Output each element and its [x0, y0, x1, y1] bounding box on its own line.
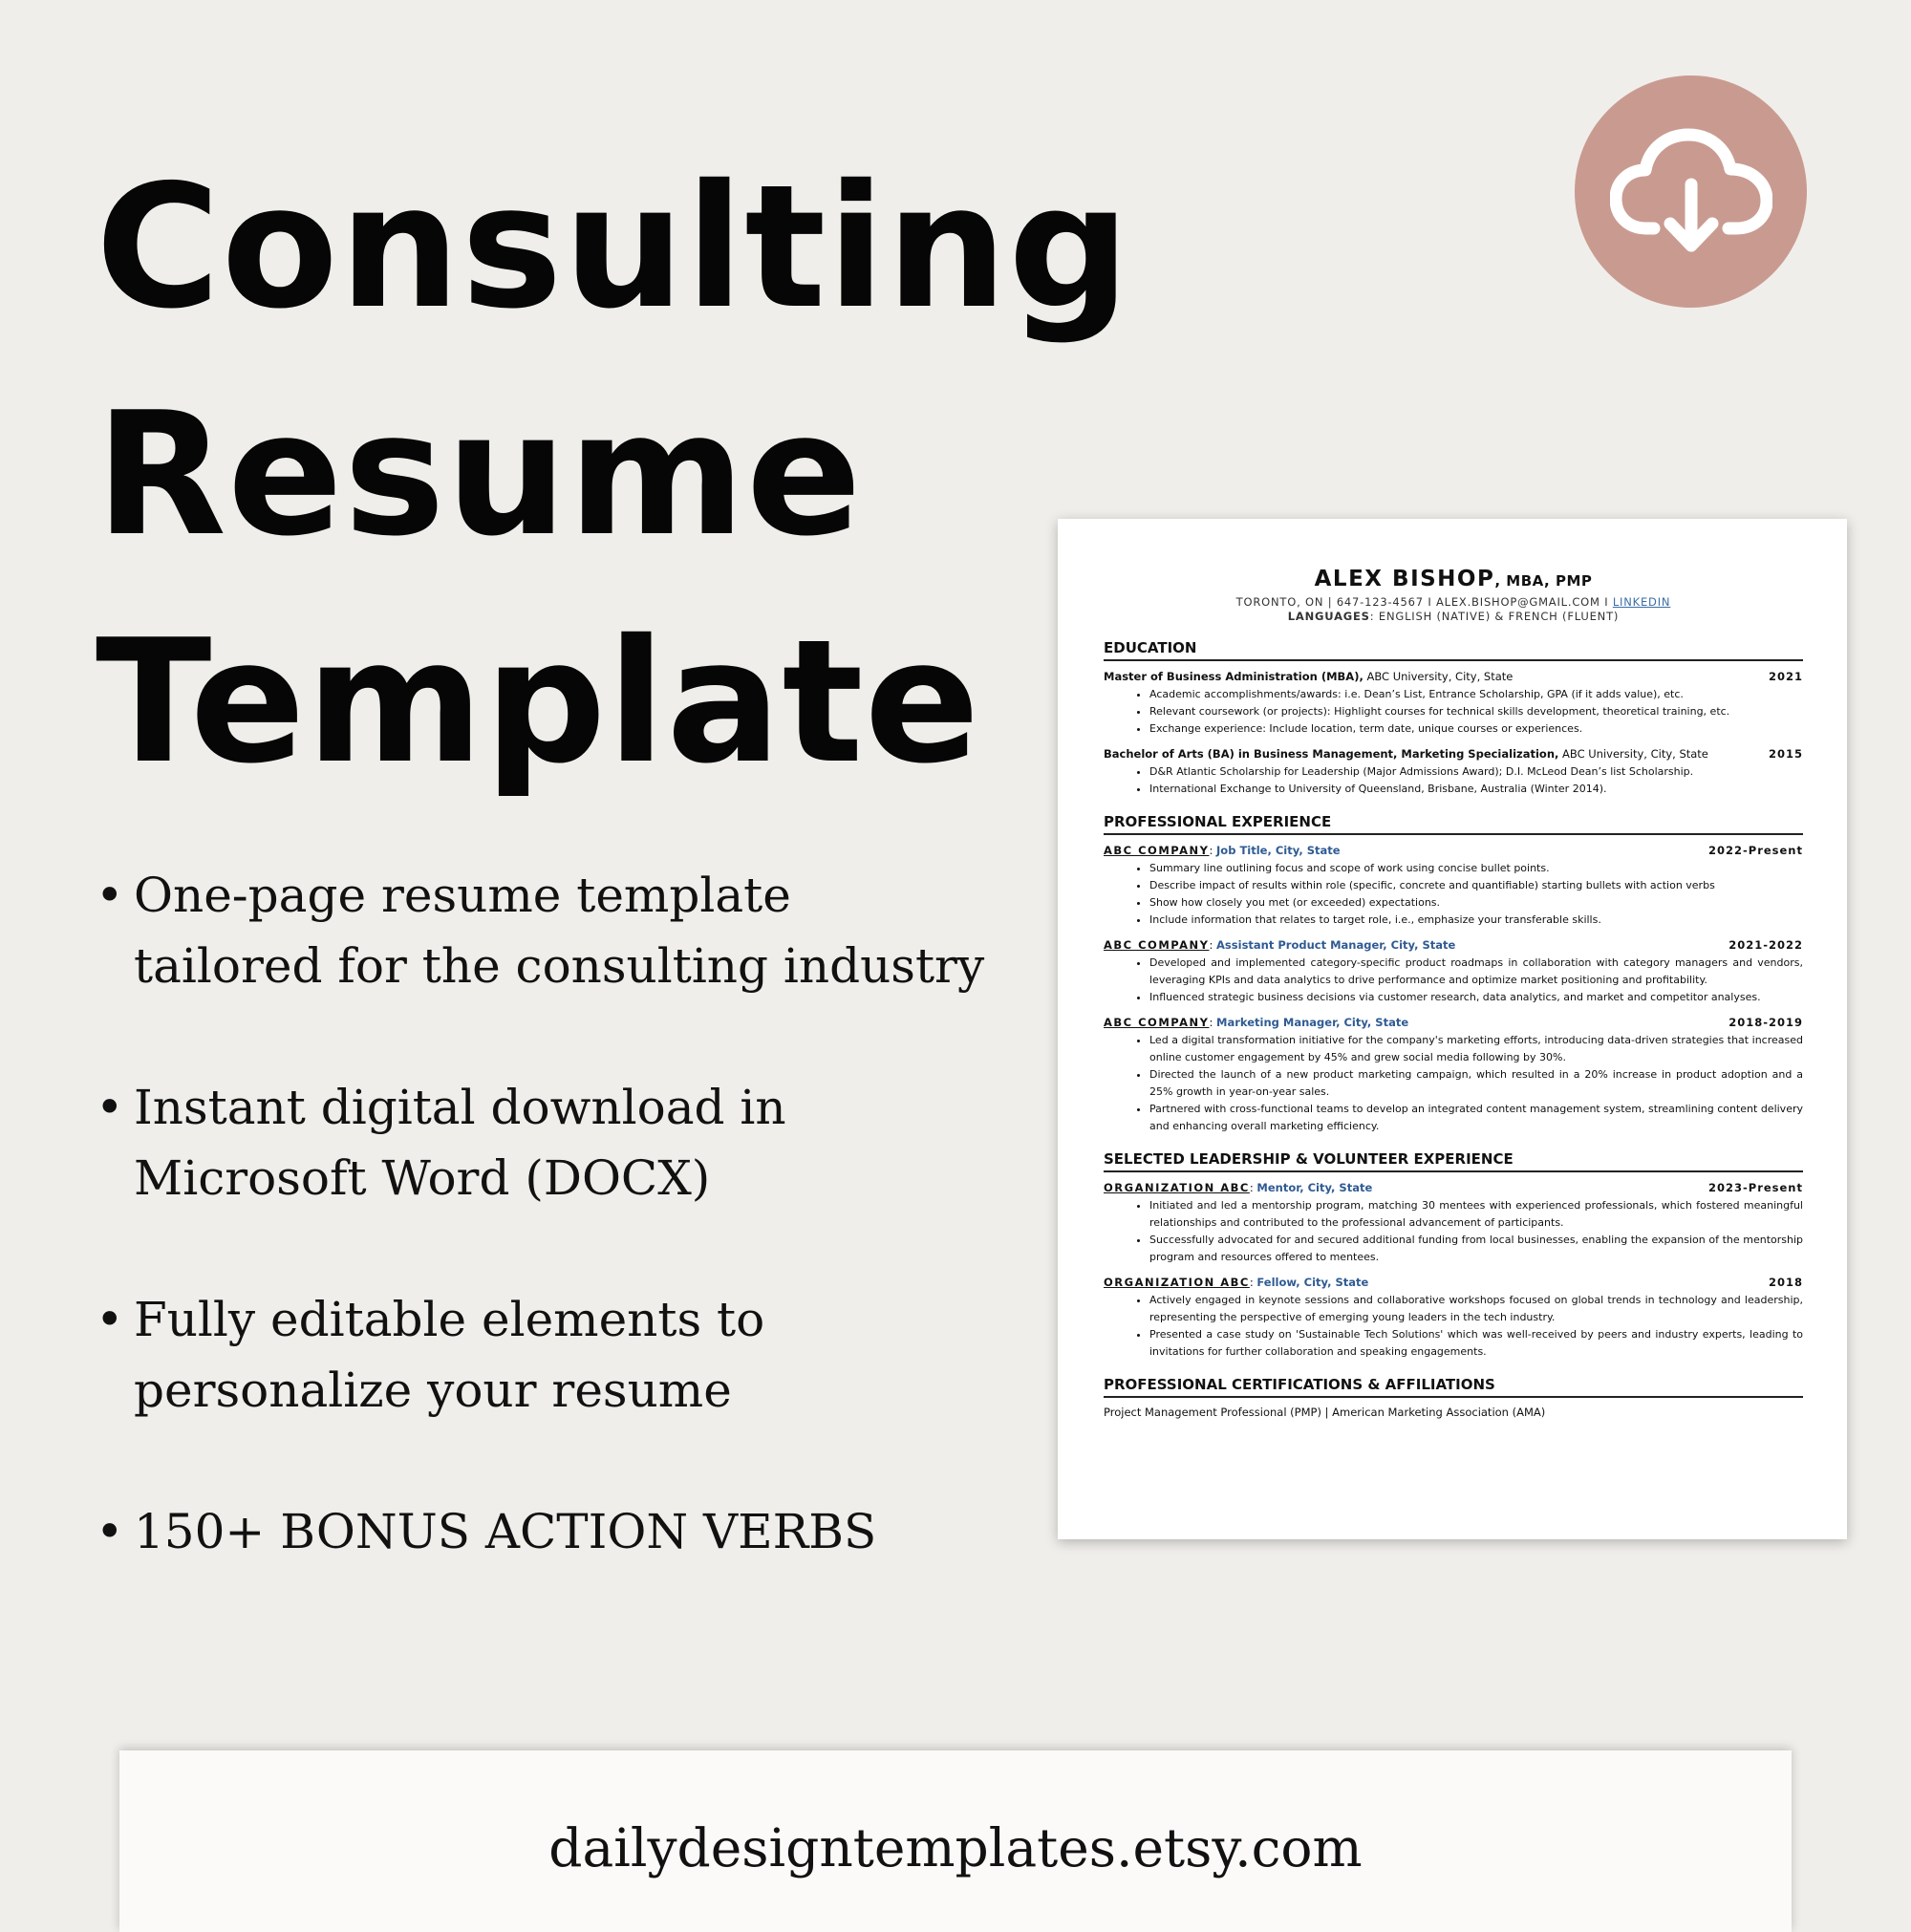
resume-contact-text: TORONTO, ON | 647-123-4567 I ALEX.BISHOP@GMAIL.COM I	[1235, 595, 1613, 609]
bullet: • Exchange experience: Include location, term date, unique courses or experiences.	[1149, 720, 1803, 738]
bullet: • Academic accomplishments/awards: i.e. Dean’s List, Entrance Scholarship, GPA (if it adds value), etc.	[1149, 686, 1803, 703]
hero-title	[96, 134, 1131, 816]
bullet: • Include information that relates to target role, i.e., emphasize your transferable skills.	[1149, 912, 1803, 929]
cloud-download-icon	[1610, 125, 1772, 259]
resume-name: ALEX BISHOP	[1314, 567, 1495, 591]
bullet: • Led a digital transformation initiative for the company's marketing efforts, introducing data-driven strategies that increased online customer engagement by 45% and grew social media following by 30%.	[1149, 1032, 1803, 1066]
bullet: • Directed the launch of a new product marketing campaign, which resulted in a 20% increase in product adoption and a 25% growth in year-on-year sales.	[1149, 1066, 1803, 1101]
bullet: • Developed and implemented category-specific product roadmaps in collaboration with category managers and vendors, leveraging KPIs and data analytics to drive performance and optimize market positioning and profitability.	[1149, 955, 1803, 989]
bullet: • D&R Atlantic Scholarship for Leadership (Major Admissions Award); D.I. McLeod Dean’s list Scholarship.	[1149, 763, 1803, 781]
entry-date: 2018-2019	[1728, 1016, 1803, 1029]
bullet: • Show how closely you met (or exceeded) expectations.	[1149, 894, 1803, 912]
bullet: • Influenced strategic business decisions via customer research, data analytics, and market and competitor analyses.	[1149, 989, 1803, 1006]
bullet: • Describe impact of results within role (specific, concrete and quantifiable) starting bullets with action verbs	[1149, 877, 1803, 894]
hero-title-line: Resume	[96, 376, 863, 573]
role: Assistant Product Manager, City, State	[1216, 938, 1456, 952]
experience-entry: ABC COMPANY: Job Title, City, State 2022-Present • Summary line outlining focus and scope of work using concise bullet points. • Describe impact of results within role (specific, concrete and quantifiable) starting bullets with action verbs • Show how closely you met (or exceeded) expectations. • Include information that relates to target role, i.e., emphasize your transferable skills.	[1104, 843, 1803, 929]
role: Marketing Manager, City, State	[1216, 1016, 1409, 1029]
entry-date: 2021	[1768, 670, 1803, 683]
feature-item: • 150+ BONUS ACTION VERBS	[96, 1496, 994, 1567]
experience-entry: ABC COMPANY: Assistant Product Manager, City, State 2021-2022 • Developed and implemented category-specific product roadmaps in collaboration with category managers and vendors, leveraging KPIs and data analytics to drive performance and optimize market positioning and profitability. • Influenced strategic business decisions via customer research, data analytics, and market and competitor analyses.	[1104, 937, 1803, 1006]
organization: ORGANIZATION ABC	[1104, 1181, 1250, 1194]
resume-languages	[1104, 610, 1803, 624]
experience-entry: ABC COMPANY: Marketing Manager, City, State 2018-2019 • Led a digital transformation initiative for the company's marketing efforts, introducing data-driven strategies that increased online customer engagement by 45% and grew social media following by 30%. • Directed the launch of a new product marketing campaign, which resulted in a 20% increase in product adoption and a 25% growth in year-on-year sales. • Partnered with cross-functional teams to develop an integrated content management system, streamlining content delivery and enhancing overall marketing efficiency.	[1104, 1015, 1803, 1135]
entry-date: 2023-Present	[1707, 1181, 1803, 1194]
leadership-entry: ORGANIZATION ABC: Fellow, City, State 2018 • Actively engaged in keynote sessions and collaborative workshops focused on global trends in technology and leadership, representing the perspective of emerging young leaders in the tech industry. • Presented a case study on 'Sustainable Tech Solutions' which was well-received by peers and industry experts, leading to invitations for further collaboration and speaking engagements.	[1104, 1275, 1803, 1361]
organization: ORGANIZATION ABC	[1104, 1276, 1250, 1289]
bullet: • Summary line outlining focus and scope of work using concise bullet points.	[1149, 860, 1803, 877]
certifications-text: Project Management Professional (PMP) | American Marketing Association (AMA)	[1104, 1406, 1546, 1419]
footer-card	[119, 1750, 1792, 1932]
languages-label: LANGUAGES	[1287, 610, 1370, 623]
degree: Master of Business Administration (MBA),	[1104, 670, 1363, 683]
school: ABC University, City, State	[1558, 747, 1708, 761]
resume-header	[1104, 567, 1803, 624]
bullet: • Actively engaged in keynote sessions and collaborative workshops focused on global trends in technology and leadership, representing the perspective of emerging young leaders in the tech industry.	[1149, 1292, 1803, 1326]
resume-name-line	[1104, 567, 1803, 591]
education-entry	[1104, 669, 1803, 738]
hero-title-line: Consulting	[96, 148, 1131, 346]
degree: Bachelor of Arts (BA) in Business Management, Marketing Specialization,	[1104, 747, 1559, 761]
experience-heading: PROFESSIONAL EXPERIENCE	[1104, 813, 1803, 835]
school: ABC University, City, State	[1363, 670, 1514, 683]
entry-date: 2022-Present	[1707, 844, 1803, 857]
bullet: • Relevant coursework (or projects): Highlight courses for technical skills development, theoretical training, etc.	[1149, 703, 1803, 720]
company: ABC COMPANY	[1104, 1016, 1210, 1029]
education-entry	[1104, 746, 1803, 798]
hero-title-line: Template	[96, 603, 981, 801]
download-badge[interactable]	[1575, 75, 1807, 308]
certifications-heading: PROFESSIONAL CERTIFICATIONS & AFFILIATIONS	[1104, 1376, 1803, 1398]
resume-preview	[1058, 519, 1847, 1539]
entry-date: 2015	[1768, 747, 1803, 761]
role: Job Title, City, State	[1216, 844, 1341, 857]
role: Mentor, City, State	[1256, 1181, 1373, 1194]
languages-text: : ENGLISH (NATIVE) & FRENCH (FLUENT)	[1369, 610, 1620, 623]
shop-url[interactable]: dailydesigntemplates.etsy.com	[548, 1817, 1363, 1878]
education-heading: EDUCATION	[1104, 639, 1803, 661]
bullet: • Presented a case study on 'Sustainable Tech Solutions' which was well-received by peers and industry experts, leading to invitations for further collaboration and speaking engagements.	[1149, 1326, 1803, 1361]
feature-item: • One-page resume template tailored for the consulting industry	[96, 860, 994, 1001]
feature-list	[96, 860, 994, 1567]
bullet: • Successfully advocated for and secured additional funding from local businesses, enabling the expansion of the mentorship program and resources offered to mentees.	[1149, 1232, 1803, 1266]
bullet: • Initiated and led a mentorship program, matching 30 mentees with experienced professionals, which fostered meaningful relationships and contributed to the professional advancement of participants.	[1149, 1197, 1803, 1232]
company: ABC COMPANY	[1104, 938, 1210, 952]
leadership-entry: ORGANIZATION ABC: Mentor, City, State 2023-Present • Initiated and led a mentorship program, matching 30 mentees with experienced professionals, which fostered meaningful relationships and contributed to the professional advancement of participants. • Successfully advocated for and secured additional funding from local businesses, enabling the expansion of the mentorship program and resources offered to mentees.	[1104, 1180, 1803, 1266]
bullet: • Partnered with cross-functional teams to develop an integrated content management system, streamlining content delivery and enhancing overall marketing efficiency.	[1149, 1101, 1803, 1135]
feature-item: • Instant digital download in Microsoft Word (DOCX)	[96, 1072, 994, 1213]
feature-item: • Fully editable elements to personalize your resume	[96, 1284, 994, 1426]
role: Fellow, City, State	[1256, 1276, 1369, 1289]
resume-credentials: , MBA, PMP	[1494, 572, 1593, 590]
entry-date: 2021-2022	[1728, 938, 1803, 952]
resume-contact	[1104, 595, 1803, 610]
entry-date: 2018	[1768, 1276, 1803, 1289]
linkedin-link[interactable]: LINKEDIN	[1612, 595, 1671, 609]
company: ABC COMPANY	[1104, 844, 1210, 857]
bullet: • International Exchange to University of Queensland, Brisbane, Australia (Winter 2014).	[1149, 781, 1803, 798]
leadership-heading: SELECTED LEADERSHIP & VOLUNTEER EXPERIENCE	[1104, 1150, 1803, 1172]
